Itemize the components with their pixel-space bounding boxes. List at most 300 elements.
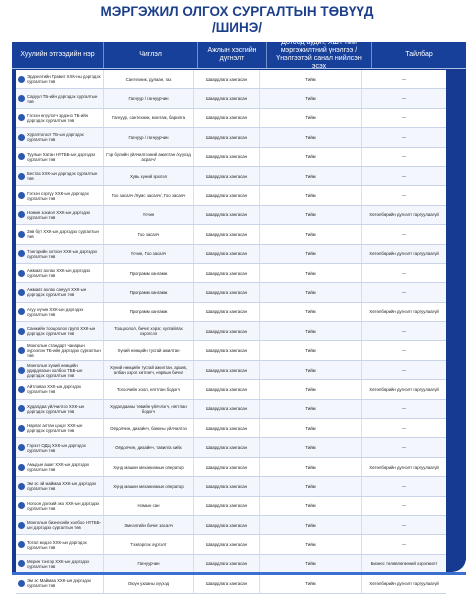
- cell-direction: [104, 574, 194, 592]
- cell-audit: [260, 148, 362, 166]
- table-row: [16, 322, 446, 341]
- cell-audit: [260, 458, 362, 476]
- cell-direction-text: Гагнуурчин: [137, 561, 160, 567]
- cell-direction: [104, 206, 194, 224]
- header-conclusion: Ажлын хэсгийн дүгнэлт: [198, 42, 267, 68]
- cell-audit-text: Тийм: [305, 445, 316, 451]
- cell-note-text: —: [401, 348, 407, 354]
- table-row: [16, 245, 446, 264]
- cell-name-text: Эрдэнэтийн Гравит ХХК-ны дэргэдэх сургалтын төв: [27, 74, 101, 85]
- cell-direction-text: Программ хангамж: [129, 289, 168, 295]
- cell-audit-text: Тийм: [305, 522, 316, 528]
- cell-conclusion: [194, 89, 260, 107]
- cell-direction: [104, 264, 194, 282]
- cell-conclusion-text: Шаардлага хангасан: [205, 115, 248, 121]
- cell-direction: [104, 458, 194, 476]
- cell-audit-text: Тийм: [305, 328, 316, 334]
- cell-note-text: —: [401, 328, 407, 334]
- cell-audit: [260, 574, 362, 592]
- table-row: [16, 438, 446, 457]
- cell-audit: [260, 477, 362, 495]
- cell-direction: [104, 303, 194, 321]
- cell-audit: [260, 341, 362, 359]
- table-body: [16, 70, 446, 594]
- cell-direction-text: Хүний нөөцийн тусгай ажилтан, архив, албан хэрэг хөтлөгч, нярвын бичиг: [109, 365, 188, 376]
- header-direction: Чиглэл: [104, 42, 198, 68]
- cell-audit: [260, 400, 362, 418]
- cell-audit-text: Тийм: [305, 542, 316, 548]
- cell-note: [362, 245, 446, 263]
- cell-name: [16, 497, 104, 515]
- cell-direction-text: Гагнуур / гагнуурчин: [128, 96, 169, 102]
- table-row: [16, 225, 446, 244]
- cell-name: [16, 322, 104, 340]
- cell-name-text: Айтловаэ ХХК-ын дэргэдэх сургалтын төв: [27, 384, 82, 395]
- cell-conclusion-text: Шаардлага хангасан: [205, 134, 248, 140]
- cell-audit-text: Тийм: [305, 173, 316, 179]
- cell-name-text: Амьдын ашиг ХХК-ын дэргэдэх сургалтын төв: [27, 462, 90, 472]
- cell-note: [362, 206, 446, 224]
- cell-note-text: Хөтөлбөрийн дүгнэлт гаргуулаагүй: [369, 251, 439, 257]
- cell-conclusion-text: Шаардлага хангасан: [205, 522, 248, 528]
- cell-direction: [104, 400, 194, 418]
- cell-note: [362, 419, 446, 437]
- cell-audit: [260, 516, 362, 534]
- cell-audit-text: Тийм: [305, 503, 316, 509]
- org-logo-icon: [18, 464, 25, 471]
- org-logo-icon: [18, 114, 25, 121]
- cell-name-text: Бестаз ХХК-ын дэргэдэх сургалтын төв: [27, 171, 98, 182]
- cell-note-text: Хөтөлбөрийн дүгнэлт гаргуулаагүй: [369, 464, 439, 470]
- cell-conclusion: [194, 361, 260, 379]
- cell-name: [16, 206, 104, 224]
- cell-name-text: Ажмаат ахлах сануул ХХК-ын дэргэдэх сургалтын төв: [27, 287, 87, 298]
- side-decoration: [450, 70, 466, 560]
- cell-audit: [260, 555, 362, 573]
- cell-conclusion-text: Шаардлага хангасан: [205, 231, 248, 237]
- cell-direction-text: Хүнд машин механизмын оператор: [113, 483, 184, 489]
- cell-audit-text: Тийм: [305, 348, 316, 354]
- table-row: [16, 400, 446, 419]
- cell-conclusion: [194, 283, 260, 301]
- table-row: [16, 574, 446, 593]
- cell-audit-text: Тийм: [305, 270, 316, 276]
- cell-note-text: Хөтөлбөрийн дүгнэлт гаргуулаагүй: [369, 580, 439, 586]
- cell-audit: [260, 497, 362, 515]
- org-logo-icon: [18, 386, 25, 393]
- cell-direction-text: Гоо засалч /Хумс засалч/, Гоо засалч: [111, 193, 186, 199]
- cell-audit-text: Тийм: [305, 386, 316, 392]
- cell-audit: [260, 109, 362, 127]
- cell-direction-text: Сантехник, дулаан, газ: [125, 76, 172, 82]
- cell-name: [16, 245, 104, 263]
- cell-direction-text: Худалдааны төвийн үйлчлэгч, нягтлан бодогч: [110, 403, 187, 414]
- cell-conclusion: [194, 574, 260, 592]
- cell-direction: [104, 148, 194, 166]
- table-row: [16, 303, 446, 322]
- cell-note: [362, 380, 446, 398]
- cell-note-text: Бизнес төлөвлөгөөний хэрэгжилт: [370, 561, 438, 567]
- cell-direction: [104, 283, 194, 301]
- cell-conclusion: [194, 225, 260, 243]
- cell-audit-text: Тийм: [305, 193, 316, 199]
- cell-note: [362, 303, 446, 321]
- cell-direction-text: Тээвэрлэх хүргэлт: [130, 542, 167, 548]
- cell-conclusion: [194, 535, 260, 553]
- cell-direction: [104, 380, 194, 398]
- cell-note-text: —: [401, 115, 407, 121]
- table-row: [16, 89, 446, 108]
- cell-note-text: Хөтөлбөрийн дүгнэлт гаргуулаагүй: [369, 309, 439, 315]
- cell-direction: [104, 322, 194, 340]
- cell-note: [362, 283, 446, 301]
- cell-direction-text: Гагнуур, сантехник, монтаж, барилга: [112, 115, 185, 121]
- cell-direction: [104, 186, 194, 204]
- cell-note: [362, 574, 446, 592]
- table-row: [16, 380, 446, 399]
- cell-name-text: Нарлаг алтан цэцэг ХХК-ын дэргэдэх сургалтын төв: [27, 423, 83, 434]
- cell-note: [362, 477, 446, 495]
- cell-note-text: —: [401, 367, 407, 373]
- org-logo-icon: [18, 522, 25, 529]
- table-row: [16, 128, 446, 147]
- cell-name-text: Монголын стандарт чанарын хүрээлэн ТБ-ийн дэргэдэх сургалтын төв: [27, 343, 101, 359]
- table-row: [16, 206, 446, 225]
- cell-note: [362, 516, 446, 534]
- org-logo-icon: [18, 289, 25, 296]
- cell-conclusion: [194, 438, 260, 456]
- cell-direction-text: Үсчин: [142, 212, 155, 218]
- cell-audit-text: Тийм: [305, 251, 316, 257]
- cell-note: [362, 148, 446, 166]
- centers-table: [12, 39, 466, 589]
- cell-conclusion-text: Шаардлага хангасан: [205, 251, 248, 257]
- cell-note-text: —: [401, 542, 407, 548]
- table-header: [12, 39, 466, 70]
- cell-direction: [104, 516, 194, 534]
- org-logo-icon: [18, 95, 25, 102]
- org-logo-icon: [18, 367, 25, 374]
- cell-conclusion-text: Шаардлага хангасан: [205, 425, 248, 431]
- cell-name-text: Саруул ТБ-ийн дэргэдэх сургалтын төв: [27, 93, 98, 104]
- cell-conclusion-text: Шаардлага хангасан: [205, 580, 248, 586]
- cell-name: [16, 89, 104, 107]
- org-logo-icon: [18, 134, 25, 141]
- cell-conclusion: [194, 186, 260, 204]
- org-logo-icon: [18, 231, 25, 238]
- cell-audit: [260, 303, 362, 321]
- table-row: [16, 458, 446, 477]
- cell-direction: [104, 167, 194, 185]
- cell-audit: [260, 128, 362, 146]
- cell-conclusion: [194, 148, 260, 166]
- cell-audit: [260, 89, 362, 107]
- cell-name-text: Гэрээт ОДЦ ХХК-ын дэргэдэх сургалтын төв: [27, 442, 86, 453]
- cell-conclusion-text: Шаардлага хангасан: [205, 212, 248, 218]
- cell-conclusion-text: Шаардлага хангасан: [205, 328, 248, 334]
- title-line-1: МЭРГЭЖИЛ ОЛГОХ СУРГАЛТЫН ТӨВҮҮД: [100, 4, 374, 19]
- cell-direction-text: Эмнэлгийн бичиг засалч: [124, 522, 173, 528]
- page-title: [0, 0, 474, 46]
- header-note: Тайлбар: [405, 51, 433, 58]
- org-logo-icon: [18, 173, 25, 180]
- cell-note: [362, 167, 446, 185]
- cell-direction-text: Программ хангамж: [129, 309, 168, 315]
- cell-conclusion-text: Шаардлага хангасан: [205, 309, 248, 315]
- cell-audit: [260, 167, 362, 185]
- cell-name: [16, 419, 104, 437]
- cell-direction-text: Гагнуур / гагнуурчин: [128, 134, 169, 140]
- cell-direction-text: Гэр бүлийн үйлчилгээний ажилтан /хүүхэд асрагч/: [106, 151, 191, 162]
- cell-direction-text: Хувь хүний эрхлэл: [129, 173, 168, 179]
- cell-note-text: —: [401, 76, 407, 82]
- cell-conclusion: [194, 128, 260, 146]
- cell-direction: [104, 70, 194, 88]
- cell-note: [362, 458, 446, 476]
- cell-note-text: —: [401, 154, 407, 160]
- cell-note-text: —: [401, 483, 407, 489]
- cell-note: [362, 128, 446, 146]
- cell-audit: [260, 438, 362, 456]
- cell-audit: [260, 419, 362, 437]
- cell-audit-text: Тийм: [305, 289, 316, 295]
- cell-name: [16, 341, 104, 359]
- org-logo-icon: [18, 347, 25, 354]
- cell-name: [16, 303, 104, 321]
- cell-name-text: Монголын хүний нөөцийн удирдлагын холбоо ТББ-ын дэргэдэх сургалтын төв: [27, 362, 83, 378]
- cell-name: [16, 264, 104, 282]
- cell-conclusion: [194, 109, 260, 127]
- cell-conclusion-text: Шаардлага хангасан: [205, 348, 248, 354]
- cell-audit-text: Тийм: [305, 483, 316, 489]
- cell-audit-text: Тийм: [305, 134, 316, 140]
- cell-direction: [104, 419, 194, 437]
- cell-audit-text: Тийм: [305, 367, 316, 373]
- cell-note: [362, 438, 446, 456]
- cell-note-text: —: [401, 173, 407, 179]
- table-row: [16, 535, 446, 554]
- cell-audit-text: Тийм: [305, 406, 316, 412]
- cell-conclusion-text: Шаардлага хангасан: [205, 503, 248, 509]
- cell-audit: [260, 361, 362, 379]
- cell-audit-text: Тийм: [305, 212, 316, 218]
- cell-audit-text: Тийм: [305, 464, 316, 470]
- cell-name-text: Тэнгэрийн хотхон ХХК-ын дэргэдэх сургалтын төв: [27, 248, 98, 259]
- cell-name: [16, 167, 104, 185]
- cell-name-text: Хүрэлтогоот ТБ-ын дэргэдэх сургалтын төв: [27, 132, 84, 143]
- cell-note-text: —: [401, 406, 407, 412]
- cell-direction-text: Хүнд машин механизмын оператор: [113, 464, 184, 470]
- cell-conclusion: [194, 555, 260, 573]
- cell-direction-text: Үсчин, Гоо засалч: [130, 251, 167, 257]
- table-row: [16, 497, 446, 516]
- cell-audit-text: Тийм: [305, 309, 316, 315]
- table-row: [16, 70, 446, 89]
- cell-audit: [260, 186, 362, 204]
- cell-note: [362, 89, 446, 107]
- cell-conclusion: [194, 380, 260, 398]
- cell-note-text: —: [401, 231, 407, 237]
- cell-conclusion-text: Шаардлага хангасан: [205, 464, 248, 470]
- cell-name: [16, 148, 104, 166]
- cell-audit: [260, 380, 362, 398]
- cell-conclusion-text: Шаардлага хангасан: [205, 76, 248, 82]
- cell-direction: [104, 477, 194, 495]
- cell-conclusion-text: Шаардлага хангасан: [205, 445, 248, 451]
- table-row: [16, 361, 446, 380]
- cell-direction-text: Номын сан: [137, 503, 160, 509]
- cell-note-text: —: [401, 425, 407, 431]
- cell-note: [362, 186, 446, 204]
- cell-conclusion-text: Шаардлага хангасан: [205, 386, 248, 392]
- cell-conclusion-text: Шаардлага хангасан: [205, 483, 248, 489]
- cell-name: [16, 535, 104, 553]
- cell-conclusion-text: Шаардлага хангасан: [205, 96, 248, 102]
- cell-note-text: —: [401, 193, 407, 199]
- cell-name: [16, 400, 104, 418]
- org-logo-icon: [18, 328, 25, 335]
- cell-name-text: Туулын Хатан НҮТББ-ын дэргэдэх сургалтын төв: [27, 151, 96, 162]
- cell-note: [362, 361, 446, 379]
- cell-audit: [260, 535, 362, 553]
- cell-conclusion: [194, 516, 260, 534]
- cell-conclusion: [194, 206, 260, 224]
- cell-conclusion-text: Шаардлага хангасан: [205, 193, 248, 199]
- cell-note: [362, 70, 446, 88]
- cell-conclusion-text: Шаардлага хангасан: [205, 289, 248, 295]
- cell-direction: [104, 497, 194, 515]
- cell-name-text: Эм эс Маймаа ХХК-ын дэргэдэх сургалтын төв: [27, 578, 92, 589]
- org-logo-icon: [18, 425, 25, 432]
- cell-direction: [104, 361, 194, 379]
- cell-conclusion-text: Шаардлага хангасан: [205, 173, 248, 179]
- cell-conclusion-text: Шаардлага хангасан: [205, 367, 248, 373]
- org-logo-icon: [18, 250, 25, 257]
- cell-note: [362, 400, 446, 418]
- cell-audit: [260, 70, 362, 88]
- cell-audit: [260, 322, 362, 340]
- org-logo-icon: [18, 580, 25, 587]
- table-row: [16, 419, 446, 438]
- org-logo-icon: [18, 192, 25, 199]
- cell-audit-text: Тийм: [305, 580, 316, 586]
- cell-conclusion: [194, 303, 260, 321]
- table-row: [16, 186, 446, 205]
- cell-direction: [104, 245, 194, 263]
- cell-direction: [104, 341, 194, 359]
- org-logo-icon: [18, 541, 25, 548]
- cell-note: [362, 264, 446, 282]
- cell-direction: [104, 555, 194, 573]
- cell-note: [362, 497, 446, 515]
- header-name: Хуулийн этгээдийн нэр: [12, 42, 104, 68]
- org-logo-icon: [18, 502, 25, 509]
- cell-name: [16, 283, 104, 301]
- cell-conclusion: [194, 167, 260, 185]
- cell-conclusion: [194, 458, 260, 476]
- org-logo-icon: [18, 308, 25, 315]
- cell-name-text: Номин зохиол ХХК-ын дэргэдэх сургалтын төв: [27, 209, 91, 220]
- cell-audit: [260, 206, 362, 224]
- bottom-divider: [12, 572, 466, 575]
- cell-name-text: Мерин тэнгэр ХХК-ын дэргэдэх сургалтын төв: [27, 558, 90, 569]
- org-logo-icon: [18, 76, 25, 83]
- cell-conclusion: [194, 419, 260, 437]
- cell-direction: [104, 438, 194, 456]
- cell-name: [16, 225, 104, 243]
- table-row: [16, 167, 446, 186]
- cell-audit-text: Тийм: [305, 96, 316, 102]
- cell-note: [362, 109, 446, 127]
- cell-name-text: Ногоон дэлхий эко ХХК-ын дэргэдэх сургалтын төв: [27, 500, 100, 511]
- cell-note-text: —: [401, 270, 407, 276]
- cell-name: [16, 555, 104, 573]
- header-audit: Дотоод аудит, ХШҮ-ний мэргэжилтний үнэлгээ /Үнэлгээтэй санал нийлсэн эсэх: [267, 42, 372, 68]
- cell-audit: [260, 283, 362, 301]
- cell-audit-text: Тийм: [305, 561, 316, 567]
- cell-audit-text: Тийм: [305, 76, 316, 82]
- cell-name: [16, 186, 104, 204]
- cell-conclusion: [194, 400, 260, 418]
- cell-note-text: —: [401, 445, 407, 451]
- cell-conclusion: [194, 322, 260, 340]
- cell-note: [362, 555, 446, 573]
- cell-conclusion: [194, 477, 260, 495]
- cell-name: [16, 477, 104, 495]
- cell-name: [16, 516, 104, 534]
- cell-direction-text: Программ хангамж: [129, 270, 168, 276]
- cell-name: [16, 458, 104, 476]
- cell-conclusion-text: Шаардлага хангасан: [205, 270, 248, 276]
- cell-conclusion: [194, 497, 260, 515]
- cell-name-text: Тотал мэдээ ХХК-ын дэргэдэх сургалтын төв: [27, 539, 87, 550]
- cell-direction-text: Тооцоолол, бичиг хэрэг, хулгайлах хэрэгсэл: [114, 326, 183, 337]
- table-row: [16, 148, 446, 167]
- cell-direction-text: Оюун ухааны хүүхэд: [127, 580, 170, 586]
- cell-direction: [104, 128, 194, 146]
- cell-audit-text: Тийм: [305, 154, 316, 160]
- cell-direction: [104, 535, 194, 553]
- cell-conclusion: [194, 70, 260, 88]
- cell-name: [16, 70, 104, 88]
- table-row: [16, 109, 446, 128]
- cell-audit: [260, 245, 362, 263]
- cell-audit-text: Тийм: [305, 115, 316, 121]
- cell-name: [16, 361, 104, 379]
- cell-direction-text: Оёдолчин, дизайнч, тавилга хийх: [115, 445, 182, 451]
- cell-name-text: Зөв бүт ХХК-ын дэргэдэх сургалтын төв: [27, 229, 99, 240]
- cell-audit: [260, 264, 362, 282]
- cell-note-text: —: [401, 522, 407, 528]
- cell-audit-text: Тийм: [305, 425, 316, 431]
- cell-conclusion-text: Шаардлага хангасан: [205, 542, 248, 548]
- cell-conclusion: [194, 264, 260, 282]
- title-line-2: /ШИНЭ/: [211, 20, 263, 35]
- cell-direction-text: Хүний нөөцийн тусгай ажилтан: [117, 348, 180, 354]
- cell-name-text: Гэгээн сэргүү ХХК-ын дэргэдэх сургалтын төв: [27, 190, 89, 201]
- cell-note-text: —: [401, 96, 407, 102]
- table-row: [16, 264, 446, 283]
- org-logo-icon: [18, 153, 25, 160]
- table-row: [16, 283, 446, 302]
- cell-note-text: Хөтөлбөрийн дүгнэлт гаргуулаагүй: [369, 386, 439, 392]
- org-logo-icon: [18, 405, 25, 412]
- org-logo-icon: [18, 211, 25, 218]
- cell-direction: [104, 225, 194, 243]
- cell-name-text: Эм эс эй маймаа ХХК-ын дэргэдэх сургалтын төв: [27, 481, 97, 492]
- cell-note: [362, 341, 446, 359]
- cell-name-text: Гэгээн өгүүлэгч эрдэнэ ТБ-ийн дэргэдэх сургалтын төв: [27, 112, 89, 123]
